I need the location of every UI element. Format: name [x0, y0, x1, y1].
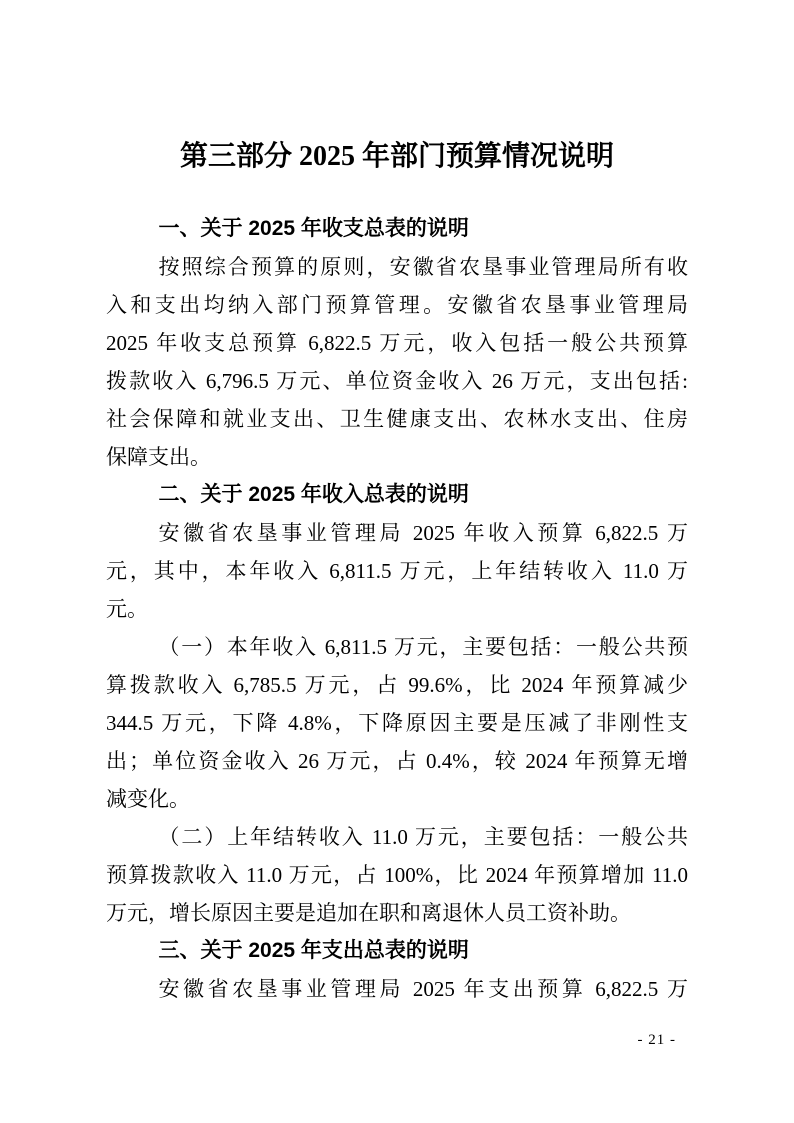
paragraph-line: 元。	[106, 597, 148, 621]
paragraph-line: 保障支出。	[106, 445, 211, 469]
paragraph-line: 减变化。	[106, 787, 190, 811]
section-heading: 一、关于 2025 年收支总表的说明	[158, 217, 469, 240]
paragraph-line: 元，其中，本年收入 6,811.5 万元，上年结转收入 11.0 万	[106, 559, 688, 583]
paragraph-line: 按照综合预算的原则，安徽省农垦事业管理局所有收	[158, 255, 688, 279]
paragraph-line: 社会保障和就业支出、卫生健康支出、农林水支出、住房	[106, 407, 688, 431]
paragraph-line: 2025 年收支总预算 6,822.5 万元，收入包括一般公共预算	[106, 331, 688, 355]
paragraph-line: 出；单位资金收入 26 万元，占 0.4%，较 2024 年预算无增	[106, 749, 688, 773]
paragraph-line: （二）上年结转收入 11.0 万元，主要包括：一般公共	[158, 825, 688, 849]
paragraph-line: 算拨款收入 6,785.5 万元，占 99.6%，比 2024 年预算减少	[106, 673, 688, 697]
page-number: - 21 -	[637, 1032, 676, 1048]
paragraph-line: （一）本年收入 6,811.5 万元，主要包括：一般公共预	[158, 635, 688, 659]
paragraph-line: 入和支出均纳入部门预算管理。安徽省农垦事业管理局	[106, 293, 688, 317]
section-heading: 二、关于 2025 年收入总表的说明	[158, 483, 469, 506]
paragraph-line: 安徽省农垦事业管理局 2025 年支出预算 6,822.5 万	[158, 977, 688, 1001]
paragraph-line: 拨款收入 6,796.5 万元、单位资金收入 26 万元，支出包括:	[106, 369, 688, 393]
paragraph-line: 万元，增长原因主要是追加在职和离退休人员工资补助。	[106, 901, 631, 925]
paragraph-line: 预算拨款收入 11.0 万元，占 100%，比 2024 年预算增加 11.0	[106, 863, 688, 887]
paragraph-line: 344.5 万元，下降 4.8%，下降原因主要是压减了非刚性支	[106, 711, 688, 735]
paragraph-line: 安徽省农垦事业管理局 2025 年收入预算 6,822.5 万	[158, 521, 688, 545]
section-heading: 三、关于 2025 年支出总表的说明	[158, 939, 469, 962]
document-title: 第三部分 2025 年部门预算情况说明	[179, 141, 614, 172]
document-body	[106, 210, 688, 1008]
